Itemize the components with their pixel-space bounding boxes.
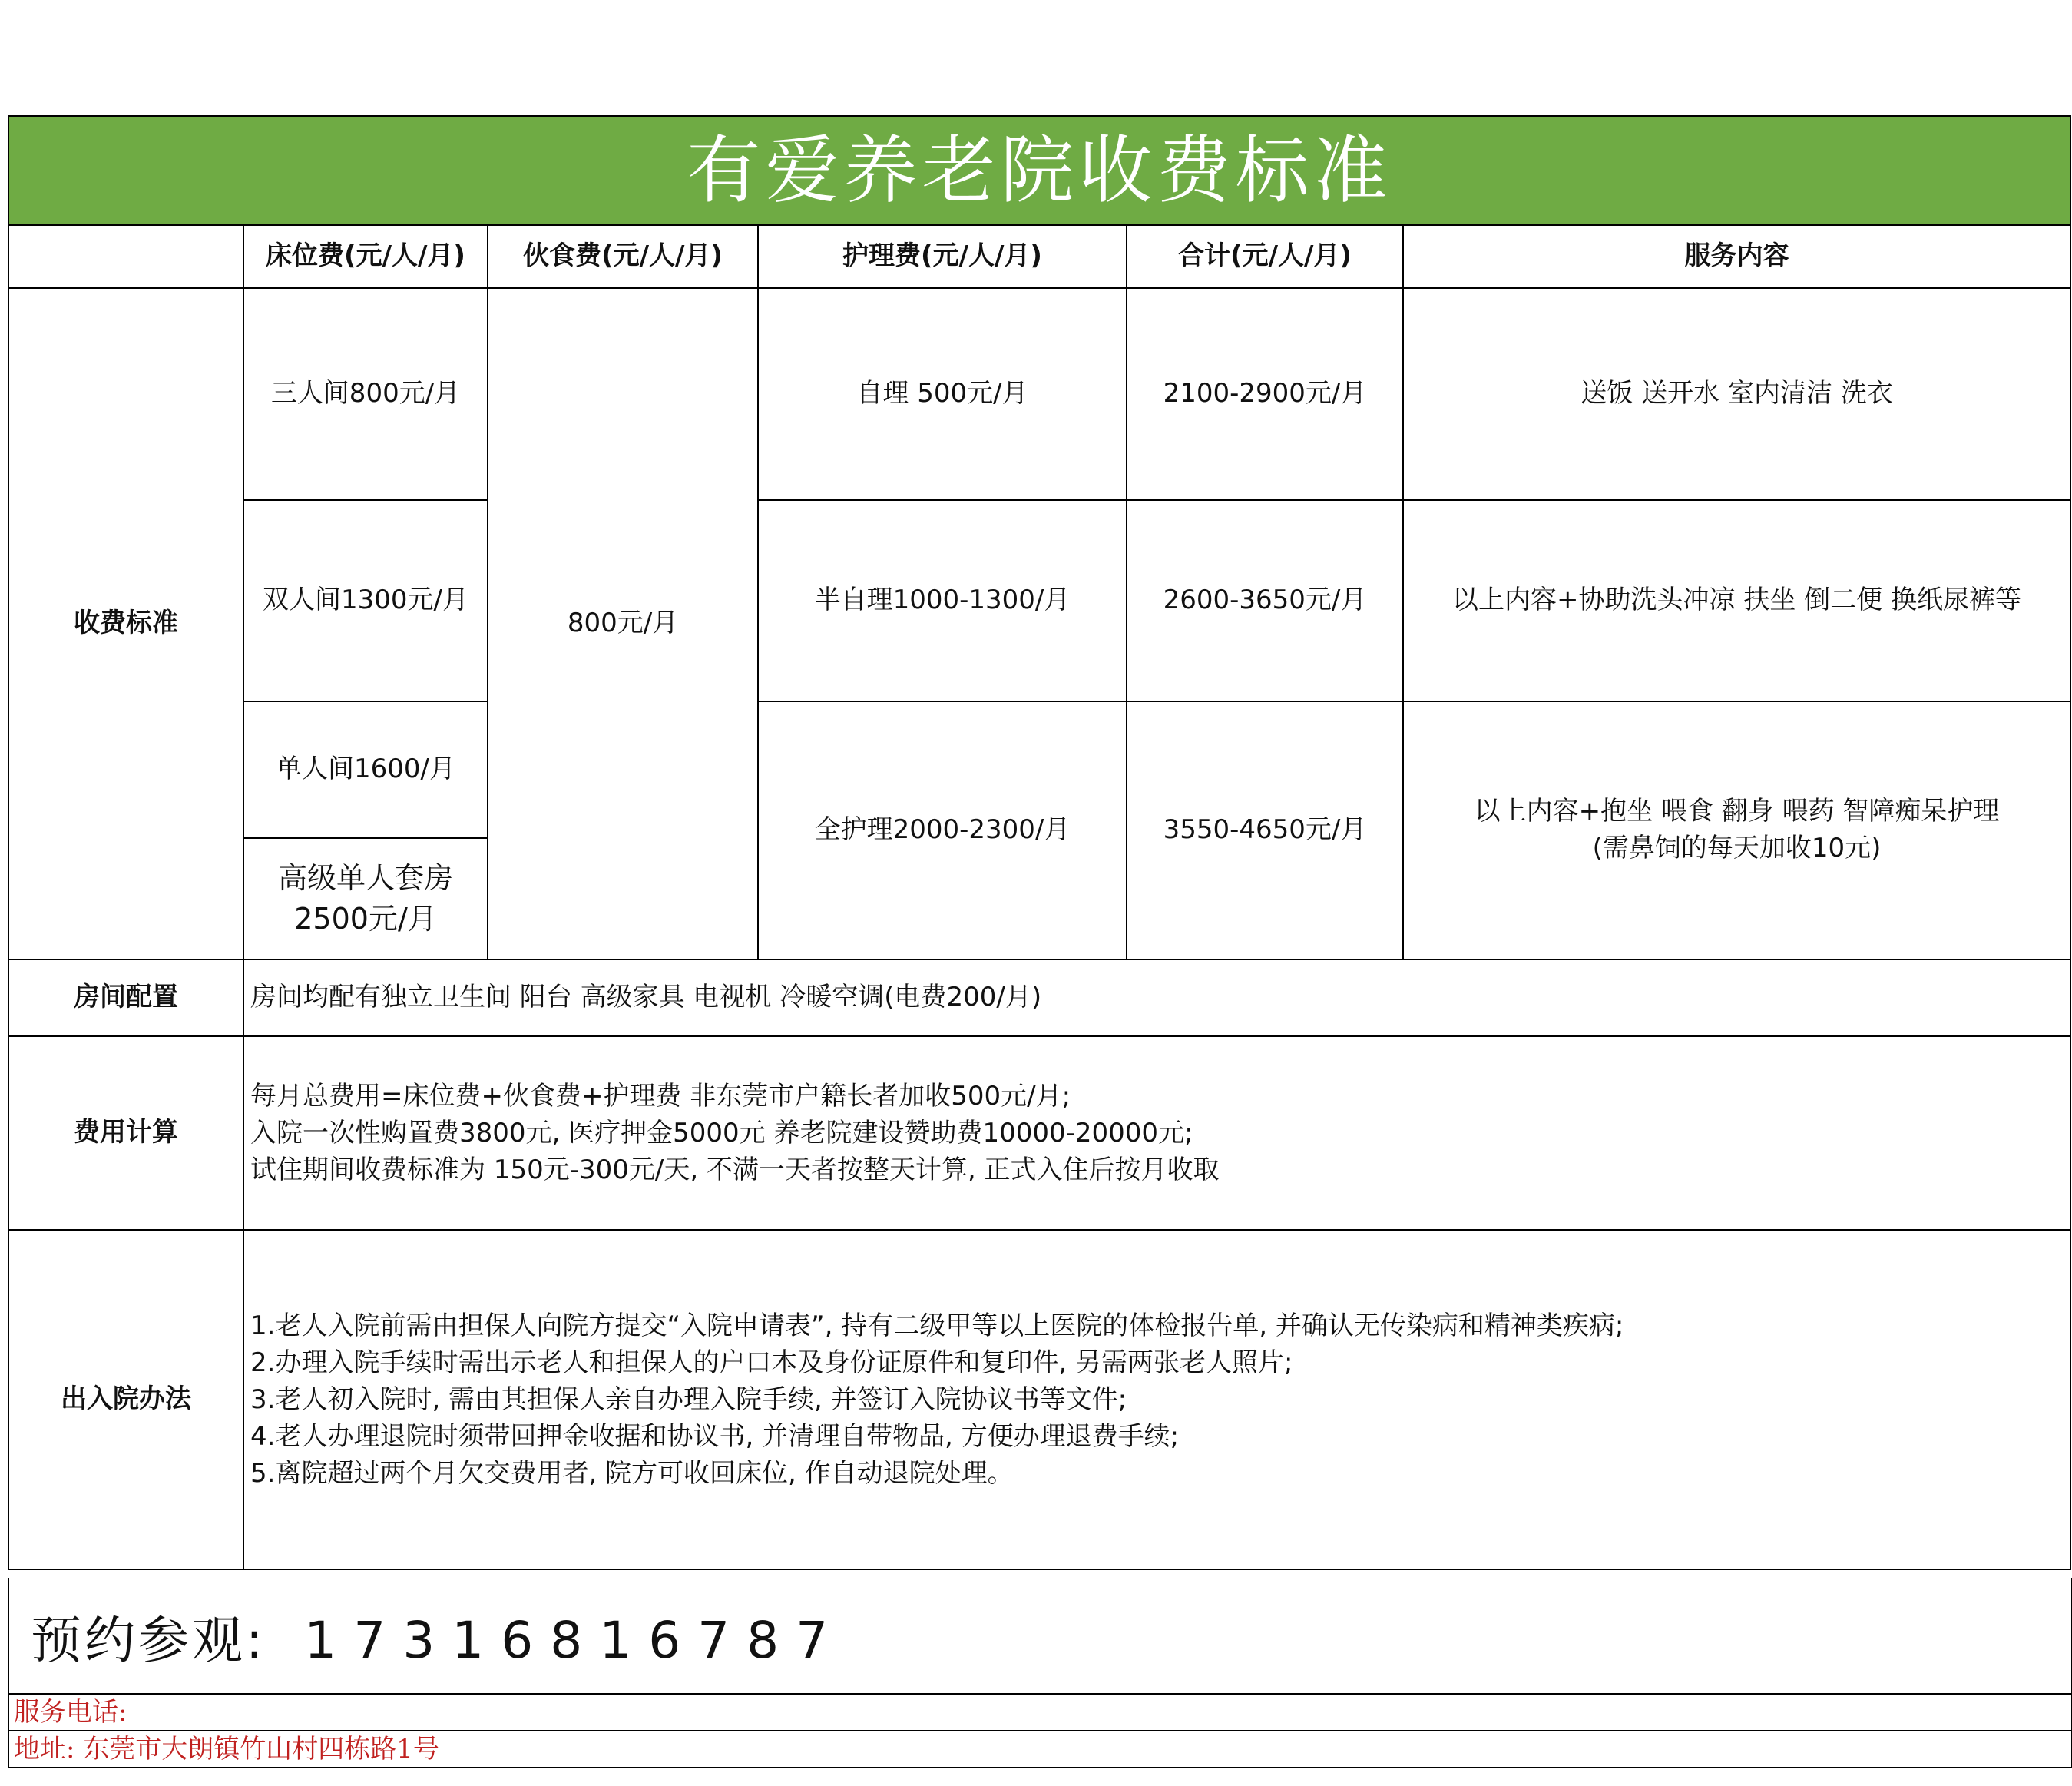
- room-suite: [243, 838, 488, 959]
- admission-line: 5.离院超过两个月欠交费用者, 院方可收回床位, 作自动退院处理。: [250, 1458, 1014, 1489]
- total-self: 2100-2900元/月: [1127, 288, 1403, 500]
- room-triple: 三人间800元/月: [243, 288, 488, 500]
- address-line: 地址: 东莞市大朗镇竹山村四栋路1号: [9, 1730, 2071, 1768]
- admission-line: 3.老人初入院时, 需由其担保人亲自办理入院手续, 并签订入院协议书等文件;: [250, 1384, 1127, 1415]
- booking-banner: [8, 1578, 2072, 1693]
- corner-empty-cell: [8, 225, 243, 288]
- food-fee-value: 800元/月: [488, 288, 758, 959]
- header-food-fee: 伙食费(元/人/月): [488, 225, 758, 288]
- service-self: 送饭 送开水 室内清洁 洗衣: [1403, 288, 2070, 500]
- admission-line: 1.老人入院前需由担保人向院方提交“入院申请表”, 持有二级甲等以上医院的体检报告单, 并确认无传染病和精神类疾病;: [250, 1311, 1624, 1341]
- room-config-label: 房间配置: [8, 959, 243, 1036]
- admission-line: 2.办理入院手续时需出示老人和担保人的户口本及身份证原件和复印件, 另需两张老人照片;: [250, 1347, 1293, 1378]
- fee-table: [8, 115, 2071, 1570]
- fee-calc-content: [243, 1036, 2070, 1230]
- fee-calc-label: 费用计算: [8, 1036, 243, 1230]
- header-care-fee: 护理费(元/人/月): [758, 225, 1127, 288]
- room-single: 单人间1600/月: [243, 701, 488, 838]
- service-full: [1403, 701, 2070, 959]
- booking-label: 预约参观:: [31, 1611, 266, 1670]
- footer: [8, 1693, 2072, 1768]
- care-self: 自理 500元/月: [758, 288, 1127, 500]
- service-phone-line: 服务电话:: [9, 1693, 2071, 1730]
- fee-standard-label: 收费标准: [8, 288, 243, 959]
- service-full-note: (需鼻饲的每天加收10元): [1592, 833, 1882, 863]
- fee-sheet: [8, 115, 2070, 1570]
- page-title: 有爱养老院收费标准: [8, 116, 2070, 225]
- service-semi: 以上内容+协助洗头冲凉 扶坐 倒二便 换纸尿裤等: [1403, 500, 2070, 701]
- fee-calc-line: 入院一次性购置费3800元, 医疗押金5000元 养老院建设赞助费10000-20000元;: [250, 1118, 1193, 1148]
- room-config-text: 房间均配有独立卫生间 阳台 高级家具 电视机 冷暖空调(电费200/月): [243, 959, 2070, 1036]
- header-service: 服务内容: [1403, 225, 2070, 288]
- booking-text: [31, 1599, 845, 1672]
- room-suite-line1: 高级单人套房: [277, 860, 453, 895]
- care-semi: 半自理1000-1300/月: [758, 500, 1127, 701]
- room-double: 双人间1300元/月: [243, 500, 488, 701]
- header-bed-fee: 床位费(元/人/月): [243, 225, 488, 288]
- booking-phone[interactable]: 17316816787: [304, 1611, 846, 1670]
- room-suite-line2: 2500元/月: [294, 902, 437, 936]
- admission-content: [243, 1230, 2070, 1569]
- total-semi: 2600-3650元/月: [1127, 500, 1403, 701]
- total-full: 3550-4650元/月: [1127, 701, 1403, 959]
- admission-line: 4.老人办理退院时须带回押金收据和协议书, 并清理自带物品, 方便办理退费手续;: [250, 1421, 1180, 1452]
- service-full-text: 以上内容+抱坐 喂食 翻身 喂药 智障痴呆护理: [1474, 796, 2000, 827]
- fee-calc-line: 试住期间收费标准为 150元-300元/天, 不满一天者按整天计算, 正式入住后按月收取: [250, 1155, 1220, 1185]
- care-full: 全护理2000-2300/月: [758, 701, 1127, 959]
- admission-label: 出入院办法: [8, 1230, 243, 1569]
- fee-calc-line: 每月总费用=床位费+伙食费+护理费 非东莞市户籍长者加收500元/月;: [250, 1081, 1071, 1112]
- header-total: 合计(元/人/月): [1127, 225, 1403, 288]
